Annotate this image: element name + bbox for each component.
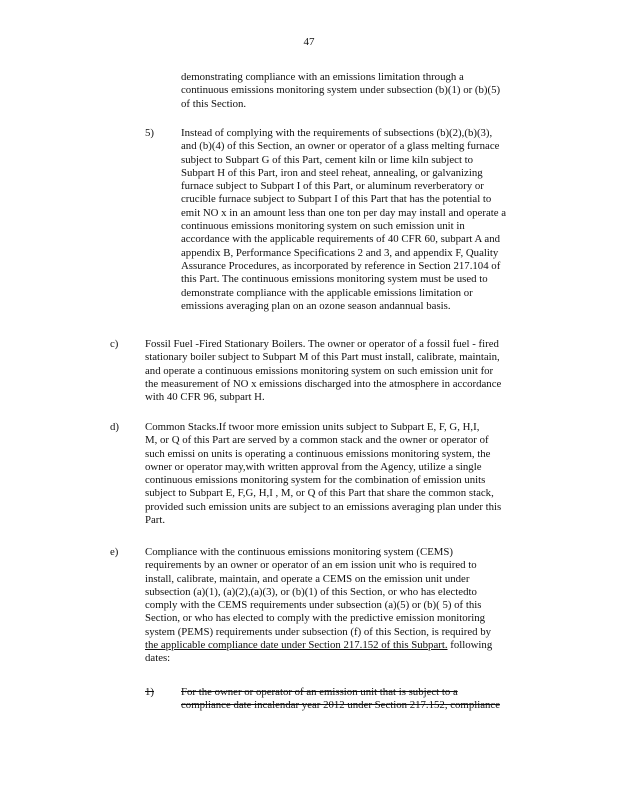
text-line: demonstrate compliance with the applicable emissions limitation or (181, 286, 473, 299)
text-line: Instead of complying with the requirements of subsections (b)(2),(b)(3), (181, 127, 493, 139)
text-line-tail: following (447, 639, 493, 652)
text-line (145, 639, 533, 652)
text-line: furnace subject to Subpart I of this Part, or aluminum reverberatory or (181, 180, 484, 193)
page-number: 47 (303, 36, 315, 48)
text-line: this Part. The continuous emissions monitoring system must be used to (181, 273, 488, 286)
text-line: emit NO x in an amount less than one ton per day may install and operate a (181, 206, 507, 219)
item-c-paragraph (145, 338, 533, 404)
text-line: Assurance Procedures, as incorporated by reference in Section 217.104 of (181, 259, 501, 272)
text-line: comply with the CEMS requirements under subsection (a)(5) or (b)( 5) of this (145, 599, 482, 612)
text-line: such emissi on units is operating a continuous emissions monitoring system, the (145, 447, 491, 460)
text-line: Section, or who has elected to comply with the predictive emission monitoring (145, 612, 486, 625)
item-e1-label: 1) (145, 686, 154, 698)
text-line: Common Stacks.If twoor more emission units subject to Subpart E, F, G, H,I, (145, 421, 480, 433)
text-line: install, calibrate, maintain, and operate a CEMS on the emission unit under (145, 572, 470, 585)
text-line: dates: (145, 652, 171, 665)
text-line: Fossil Fuel -Fired Stationary Boilers. The owner or operator of a fossil fuel - fired (145, 338, 499, 350)
text-line: system (PEMS) requirements under subsection (f) of this Section, is required by (145, 625, 492, 638)
text-line: stationary boiler subject to Subpart M of this Part must install, calibrate, maintain, (145, 351, 500, 364)
text-line: provided such emission units are subject to an emissions averaging plan under this (145, 500, 502, 513)
text-line: subsection (a)(1), (a)(2),(a)(3), or (b)(1) of this Section, or who has electedto (145, 585, 477, 598)
item-5-paragraph (181, 127, 533, 313)
intro-paragraph (181, 71, 533, 111)
text-line: continuous emissions monitoring system under subsection (b)(1) or (b)(5) (181, 84, 501, 97)
text-line: Subpart H of this Part, iron and steel reheat, annealing, or galvanizing (181, 166, 483, 179)
item-c-label: c) (110, 338, 119, 350)
text-line: and (b)(4) of this Section, an owner or operator of a glass melting furnace (181, 140, 500, 153)
text-line: M, or Q of this Part are served by a common stack and the owner or operator of (145, 434, 489, 447)
item-e-label: e) (110, 546, 119, 558)
text-line: subject to Subpart E, F,G, H,I , M, or Q of this Part that share the common stack, (145, 487, 494, 500)
text-line: continuous emissions monitoring system for the combination of emission units (145, 474, 486, 487)
text-line: subject to Subpart G of this Part, cement kiln or lime kiln subject to (181, 153, 474, 166)
text-line: of this Section. (181, 97, 247, 110)
text-line: requirements by an owner or operator of an em ission unit who is required to (145, 559, 477, 572)
text-line: crucible furnace subject to Subpart I of this Part that has the potential to (181, 193, 492, 206)
text-line: and operate a continuous emissions monitoring system on such emission unit for (145, 364, 494, 377)
text-line: continuous emissions monitoring system on such emission unit in (181, 220, 465, 233)
text-line: emissions averaging plan on an ozone season andannual basis. (181, 299, 451, 312)
text-line: appendix B, Performance Specifications 2 and 3, and appendix F, Quality (181, 246, 499, 259)
text-line: with 40 CFR 96, subpart H. (145, 391, 265, 404)
text-line: the measurement of NO x emissions discharged into the atmosphere in accordance (145, 377, 502, 390)
deleted-text-line: For the owner or operator of an emission unit that is subject to a (181, 686, 458, 698)
item-e-paragraph (145, 546, 533, 666)
inserted-text: the applicable compliance date under Section 217.152 of this Subpart. (145, 639, 448, 652)
text-line: owner or operator may,with written approval from the Agency, utilize a single (145, 460, 482, 473)
text-line: Compliance with the continuous emissions monitoring system (CEMS) (145, 546, 453, 558)
text-line: Part. (145, 514, 166, 527)
item-d-paragraph (145, 421, 542, 527)
item-5-label: 5) (145, 127, 154, 139)
text-line: accordance with the applicable requirements of 40 CFR 60, subpart A and (181, 233, 501, 246)
deleted-text-line: compliance date incalendar year 2012 under Section 217.152, compliance (181, 699, 500, 712)
text-line: demonstrating compliance with an emissions limitation through a (181, 71, 464, 83)
item-e1-paragraph-deleted (181, 686, 533, 713)
item-d-label: d) (110, 421, 119, 433)
